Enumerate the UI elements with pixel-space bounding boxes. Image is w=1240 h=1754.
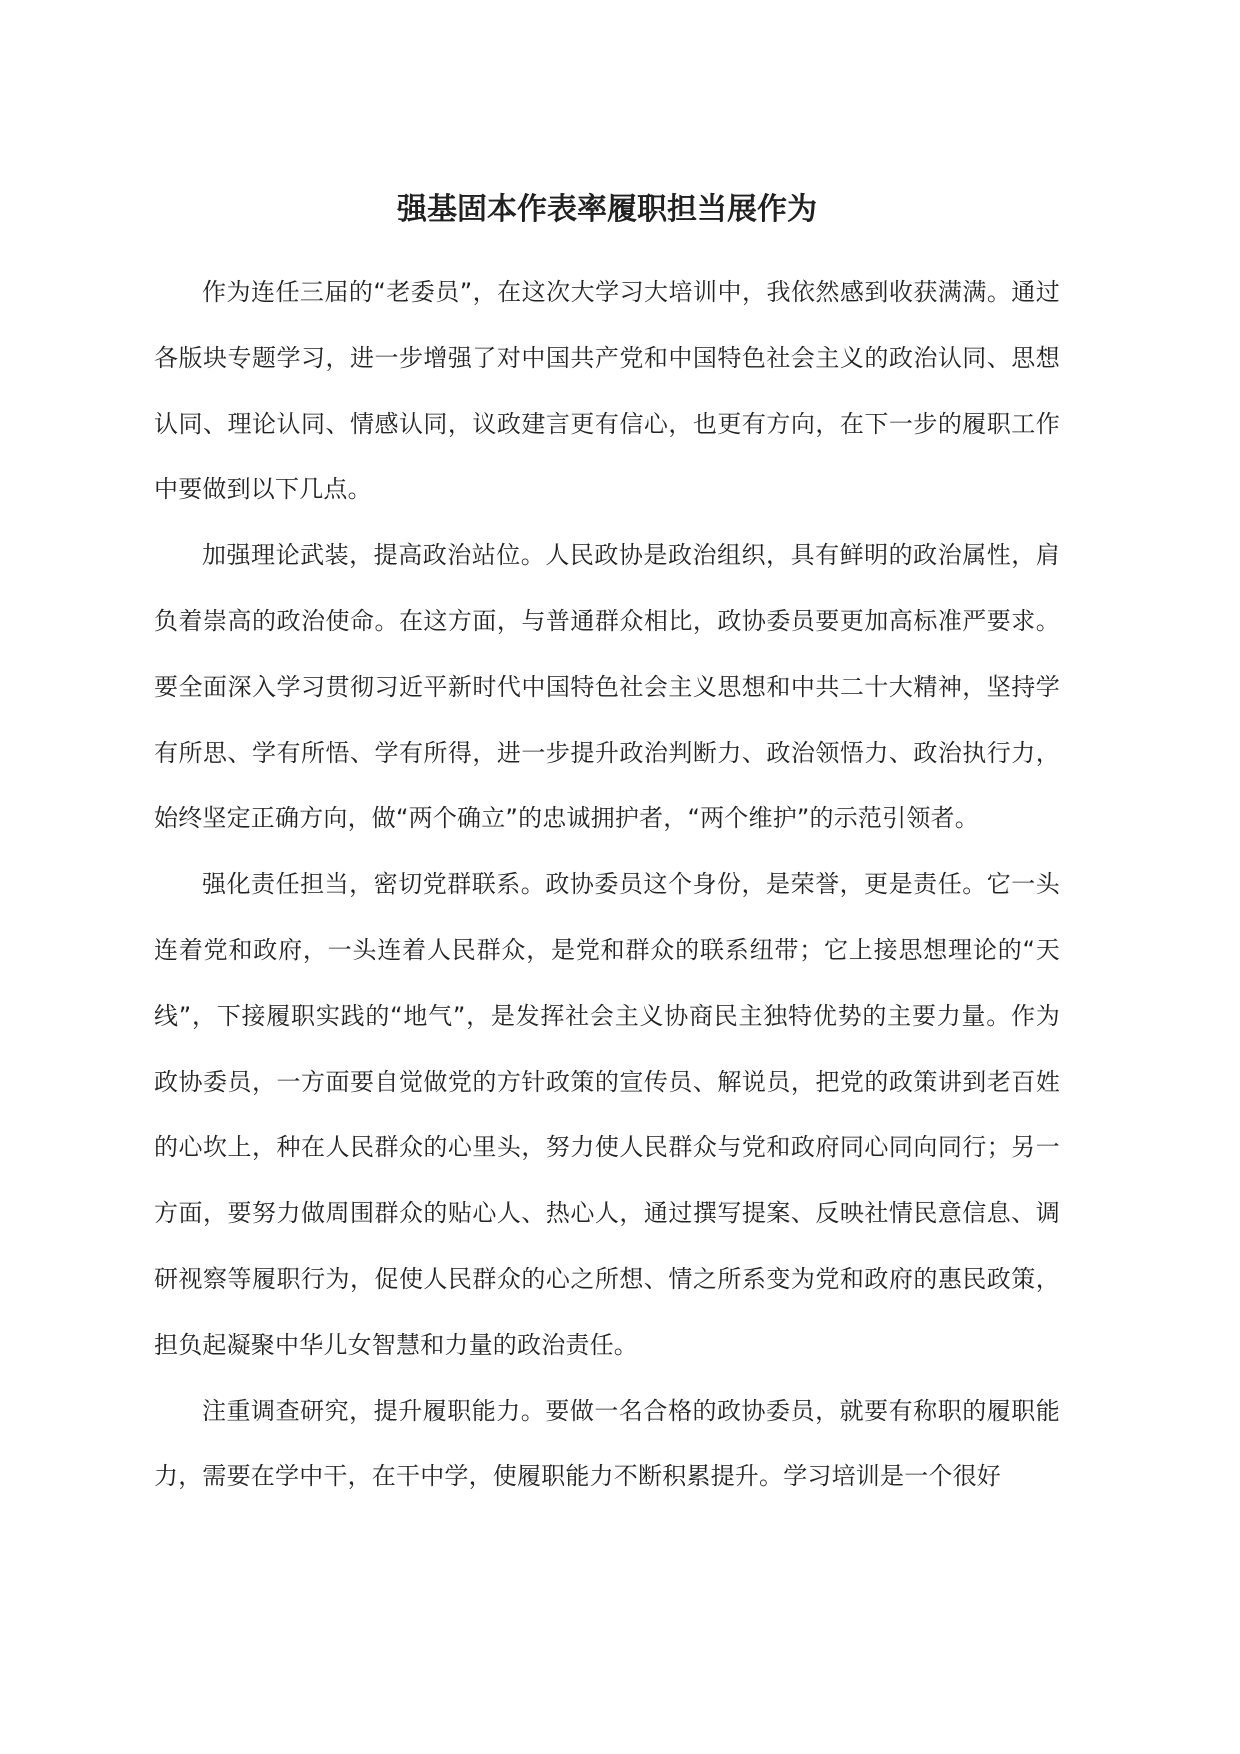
document-body xyxy=(154,260,1060,1510)
paragraph-intro: 作为连任三届的“老委员”，在这次大学习大培训中，我依然感到收获满满。通过各版块专题学习，进一步增强了对中国共产党和中国特色社会主义的政治认同、思想认同、理论认同、情感认同，议政建言更有信心，也更有方向，在下一步的履职工作中要做到以下几点。 xyxy=(154,278,1060,504)
paragraph-theory: 加强理论武装，提高政治站位。人民政协是政治组织，具有鲜明的政治属性，肩负着崇高的政治使命。在这方面，与普通群众相比，政协委员要更加高标准严要求。要全面深入学习贯彻习近平新时代中国特色社会主义思想和中共二十大精神，坚持学有所思、学有所悟、学有所得，进一步提升政治判断力、政治领悟力、政治执行力，始终坚定正确方向，做“两个确立”的忠诚拥护者，“两个维护”的示范引领者。 xyxy=(154,541,1060,833)
document-title: 强基固本作表率履职担当展作为 xyxy=(397,192,817,227)
paragraph-research: 注重调查研究，提升履职能力。要做一名合格的政协委员，就要有称职的履职能力，需要在学中干，在干中学，使履职能力不断积累提升。学习培训是一个很好 xyxy=(154,1396,1060,1491)
paragraph-responsibility: 强化责任担当，密切党群联系。政协委员这个身份，是荣誉，更是责任。它一头连着党和政府，一头连着人民群众，是党和群众的联系纽带；它上接思想理论的“天线”，下接履职实践的“地气”，是发挥社会主义协商民主独特优势的主要力量。作为政协委员，一方面要自觉做党的方针政策的宣传员、解说员，把党的政策讲到老百姓的心坎上，种在人民群众的心里头，努力使人民群众与党和政府同心同向同行；另一方面，要努力做周围群众的贴心人、热心人，通过撰写提案、反映社情民意信息、调研视察等履职行为，促使人民群众的心之所想、情之所系变为党和政府的惠民政策，担负起凝聚中华儿女智慧和力量的政治责任。 xyxy=(154,870,1060,1359)
